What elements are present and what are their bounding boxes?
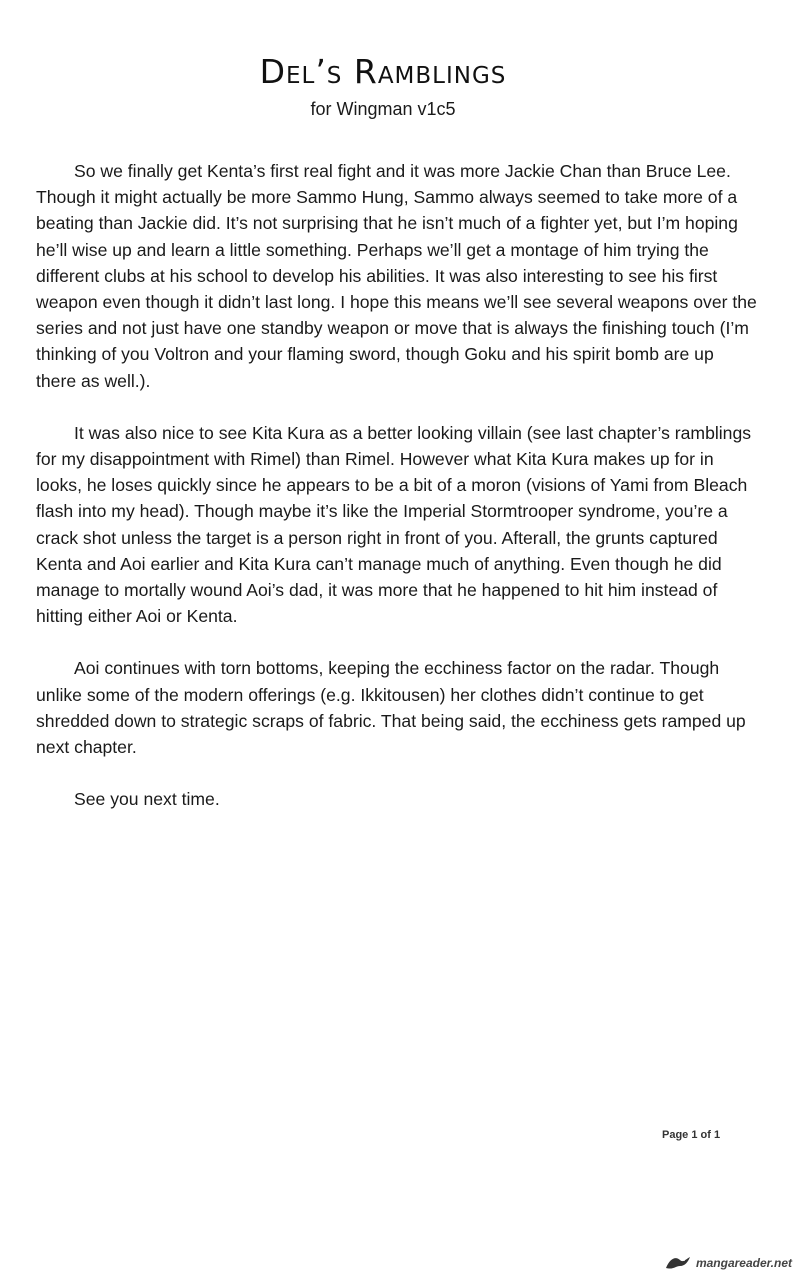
dragon-logo-icon xyxy=(664,1254,692,1272)
watermark-text: mangareader.net xyxy=(695,1256,792,1270)
paragraph-3: Aoi continues with torn bottoms, keeping the ecchiness factor on the radar. Though unlike some of the modern offerings (e.g. Ikkitousen) her clothes didn’t continue to get shredded down to strategic scraps of fabric. That being said, the ecchiness gets ramped up next chapter. xyxy=(36,658,746,758)
paragraph-1: So we finally get Kenta’s first real fight and it was more Jackie Chan than Bruce Lee. Though it might actually be more Sammo Hung, Sammo always seemed to take more of a beating than Jackie did. It’s not surprising that he isn’t much of a fighter yet, but I’m hoping he’ll wise up and learn a little something. Perhaps we’ll get a montage of him trying the different clubs at his school to develop his abilities. It was also interesting to see his first weapon even though it didn’t last long. I hope this means we’ll see several weapons over the series and not just have one standby weapon or move that is always the finishing touch (I’m thinking of you Voltron and your flaming sword, though Goku and his spirit bomb are up there as well.). xyxy=(36,161,757,391)
paragraph-4: See you next time. xyxy=(74,789,220,810)
page-number: Page 1 of 1 xyxy=(662,1129,721,1141)
document-subtitle: for Wingman v1c5 xyxy=(310,99,456,119)
watermark xyxy=(664,1254,792,1272)
paragraph-2: It was also nice to see Kita Kura as a better looking villain (see last chapter’s ramblings for my disappointment with Rimel) than Rimel. However what Kita Kura makes up for in looks, he loses quickly since he appears to be a bit of a moron (visions of Yami from Bleach flash into my head). Though maybe it’s like the Imperial Stormtrooper syndrome, you’re a crack shot unless the target is a person right in front of you. Afterall, the grunts captured Kenta and Aoi earlier and Kita Kura can’t manage much of anything. Even though he did manage to mortally wound Aoi’s dad, it was more that he happened to hit him instead of hitting either Aoi or Kenta. xyxy=(36,422,752,627)
document-body xyxy=(36,158,758,838)
document-title: Del’s Ramblings xyxy=(259,52,507,91)
